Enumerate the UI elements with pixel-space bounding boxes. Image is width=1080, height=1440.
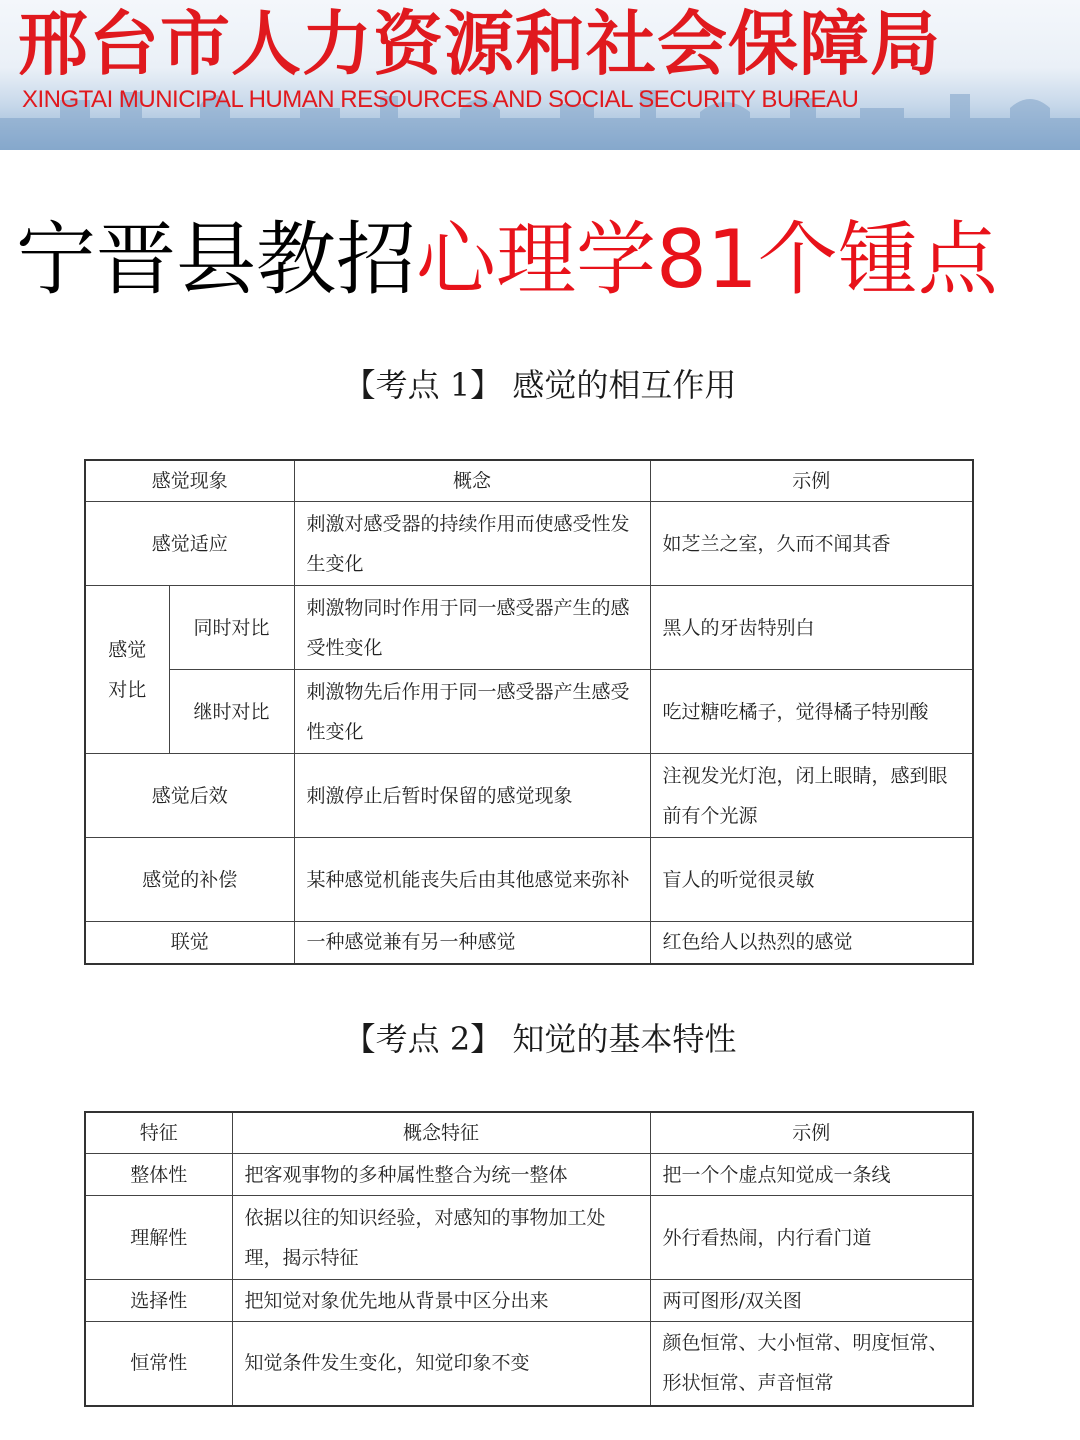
section1-table [84, 459, 974, 965]
header-cell: 特征 [85, 1112, 232, 1154]
title-part-red: 心理学81个锺点 [416, 213, 998, 306]
title-part-black: 宁晋县教招 [16, 213, 416, 306]
concept-cell: 刺激停止后暂时保留的感觉现象 [294, 754, 650, 838]
feature-cell: 恒常性 [85, 1322, 232, 1406]
table-row [85, 1154, 973, 1196]
example-cell: 如芝兰之室，久而不闻其香 [650, 502, 973, 586]
example-cell: 两可图形/双关图 [650, 1280, 973, 1322]
concept-cell: 把知觉对象优先地从背景中区分出来 [232, 1280, 650, 1322]
concept-cell: 刺激物先后作用于同一感受器产生感受性变化 [294, 670, 650, 754]
phenomenon-cell: 感觉的补偿 [85, 838, 294, 922]
concept-cell: 某种感觉机能丧失后由其他感觉来弥补 [294, 838, 650, 922]
feature-cell: 选择性 [85, 1280, 232, 1322]
concept-cell: 知觉条件发生变化，知觉印象不变 [232, 1322, 650, 1406]
phenomenon-cell: 感觉适应 [85, 502, 294, 586]
concept-cell: 刺激对感受器的持续作用而使感受性发生变化 [294, 502, 650, 586]
example-cell: 吃过糖吃橘子，觉得橘子特别酸 [650, 670, 973, 754]
table-row [85, 922, 973, 964]
section2-table [84, 1111, 974, 1407]
banner [0, 0, 1080, 150]
example-cell: 注视发光灯泡，闭上眼睛，感到眼前有个光源 [650, 754, 973, 838]
table-row [85, 1280, 973, 1322]
feature-cell: 整体性 [85, 1154, 232, 1196]
feature-cell: 理解性 [85, 1196, 232, 1280]
table-header-row [85, 1112, 973, 1154]
example-cell: 黑人的牙齿特别白 [650, 586, 973, 670]
table-row [85, 1322, 973, 1406]
phenomenon-cell: 继时对比 [169, 670, 294, 754]
header-cell: 示例 [650, 460, 973, 502]
header-cell: 示例 [650, 1112, 973, 1154]
phenomenon-cell: 联觉 [85, 922, 294, 964]
concept-cell: 依据以往的知识经验，对感知的事物加工处理，揭示特征 [232, 1196, 650, 1280]
header-cell: 概念特征 [232, 1112, 650, 1154]
example-cell: 红色给人以热烈的感觉 [650, 922, 973, 964]
table-row [85, 754, 973, 838]
example-cell: 颜色恒常、大小恒常、明度恒常、形状恒常、声音恒常 [650, 1322, 973, 1406]
bureau-name-chinese: 邢台市人力资源和社会保障局 [18, 3, 941, 85]
table-header-row [85, 460, 973, 502]
example-cell: 外行看热闹，内行看门道 [650, 1196, 973, 1280]
section1-title: 【考点 1】 感觉的相互作用 [343, 366, 737, 404]
example-cell: 盲人的听觉很灵敏 [650, 838, 973, 922]
example-cell: 把一个个虚点知觉成一条线 [650, 1154, 973, 1196]
table-row [85, 1196, 973, 1280]
phenomenon-cell: 同时对比 [169, 586, 294, 670]
table-row [85, 838, 973, 922]
phenomenon-cell: 感觉后效 [85, 754, 294, 838]
table-row [85, 502, 973, 586]
header-cell: 感觉现象 [85, 460, 294, 502]
concept-cell: 刺激物同时作用于同一感受器产生的感受性变化 [294, 586, 650, 670]
header-cell: 概念 [294, 460, 650, 502]
table-row [85, 670, 973, 754]
page-title [16, 212, 998, 308]
table-row [85, 586, 973, 670]
section2-title: 【考点 2】 知觉的基本特性 [343, 1020, 737, 1058]
group-cell: 感觉对比 [85, 586, 169, 754]
concept-cell: 把客观事物的多种属性整合为统一整体 [232, 1154, 650, 1196]
concept-cell: 一种感觉兼有另一种感觉 [294, 922, 650, 964]
bureau-name-english: XINGTAI MUNICIPAL HUMAN RESOURCES AND SOCIAL SECURITY BUREAU [22, 86, 859, 113]
